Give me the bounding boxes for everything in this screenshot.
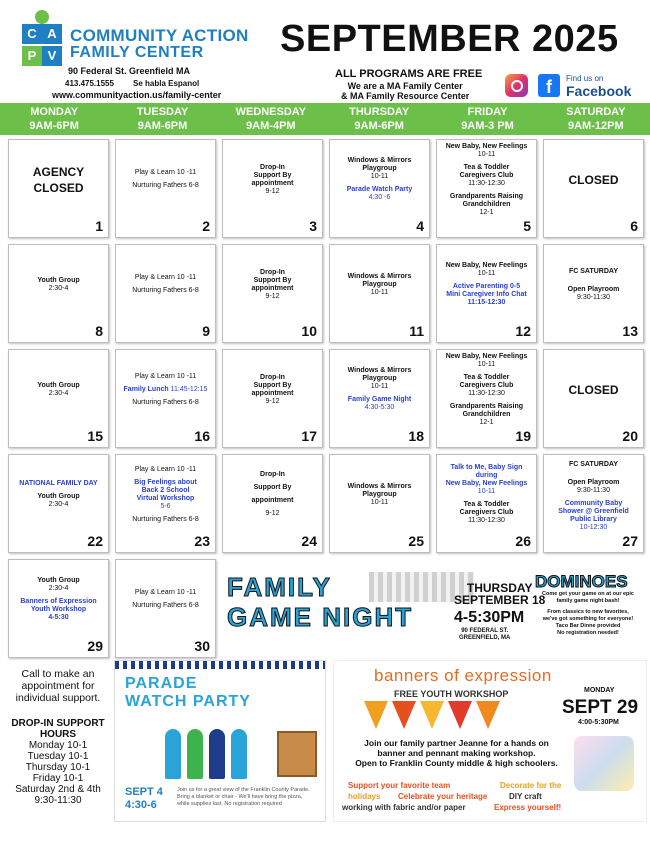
parade-detail-line: Bring a blanket or chair - We'll have bring the pizza, [177,794,303,800]
event-line [132,516,199,524]
logo-person-head [35,10,49,24]
family-center-note [341,81,469,101]
event-name: Windows & Mirrors [347,272,412,280]
special-event: NATIONAL FAMILY DAY [19,480,98,487]
pennant-flag [392,701,416,729]
weekday-header-bar [0,103,650,135]
weekday-name: MONDAY [30,106,79,118]
day-number: 26 [515,533,531,549]
logo-letter: V [42,46,62,66]
weekday-name: THURSDAY [349,106,410,118]
day-cell-16[interactable] [115,349,216,448]
event-name: Drop-In [260,268,285,276]
game-night-desc-line: we've got something for everyone! [542,616,634,622]
dominoes-title: DOMINOES [535,572,628,591]
day-number: 25 [408,533,424,549]
special-event-time: 10-12:30 [579,524,608,531]
event-time: 10-11 [477,360,496,368]
banners-desc-line: banner and pennant making workshop. [377,748,536,758]
day-number: 23 [194,533,210,549]
weekday-hours: 9AM-12PM [567,120,624,132]
event-line [132,602,199,610]
event-name: Support By [253,381,292,389]
banners-description [354,738,559,768]
event-name: New Baby, New Feelings [445,352,528,360]
day-number: 12 [515,323,531,339]
special-event: Virtual Workshop [136,494,195,502]
org-name-line1: COMMUNITY ACTION [70,26,249,45]
event-name: Caregivers Club [459,509,514,516]
address: 90 Federal St. Greenfield MA [68,66,191,76]
dancer-figure [209,729,225,779]
weekday-header [108,103,216,135]
event-name: Drop-In [260,163,285,171]
pennant-flag [476,701,500,729]
game-night-day: THURSDAY [466,581,533,595]
event-time: 10-11 [370,498,389,506]
event-name: Support By [253,484,292,491]
event-time: 9:30-11:30 [577,293,610,301]
event-name: Caregivers Club [459,381,514,389]
event-time: 12-1 [479,418,494,426]
day-cell-17[interactable] [222,349,323,448]
game-night-title-line2: GAME NIGHT [227,602,414,632]
event-time: 9-12 [265,292,280,300]
event-name: Open Playroom [567,285,620,293]
event-name: Support By [253,171,292,179]
event-name: Playgroup [362,165,397,172]
dropin-hours [6,718,110,806]
special-event-time: 5-6 [160,502,171,510]
cell-text: AGENCY [32,164,85,179]
event-time: 12-1 [479,208,494,216]
event-line [135,589,196,597]
event-time: 10-11 [370,173,389,180]
game-night-time: 4-5:30PM [454,609,525,626]
day-number: 27 [622,533,638,549]
game-night-address-line2: GREENFIELD, MA [459,635,511,641]
parade-date [125,786,163,812]
event-time: 9-12 [265,510,280,517]
day-number: 8 [95,323,103,339]
special-event: Shower @ Greenfield [558,508,629,515]
special-event: Family Game Night [347,396,412,403]
event-name: Youth Group [37,276,80,284]
event-time: 11:30-12:30 [468,517,505,524]
day-number: 10 [301,323,317,339]
banners-tag: holidays [348,792,381,801]
event-name: Tea & Toddler [463,373,510,381]
banners-title: banners of expression [374,666,552,685]
pennant-flag [448,701,472,729]
event-name: Grandchildren [462,200,511,208]
event-name: New Baby, New Feelings [445,262,528,269]
day-number: 16 [194,428,210,444]
event-time: 6-8 [186,182,199,189]
event-name: Drop-In [260,471,285,478]
day-number: 13 [622,323,638,339]
special-event-line [124,386,208,394]
event-time: 10 -11 [174,372,197,380]
parade-details [177,787,322,808]
day-number: 9 [202,323,210,339]
event-time: 11:30-12:30 [468,179,505,187]
dropin-hours-line: Friday 10-1 [32,773,84,784]
banners-tag: Celebrate your heritage [398,792,488,801]
day-cell-30[interactable] [115,559,216,658]
day-number: 1 [95,218,103,234]
dropin-title: DROP-IN SUPPORT [11,718,105,729]
event-name: Play & Learn [134,589,175,596]
event-name: Grandparents Raising [449,192,524,200]
weekday-header [217,103,325,135]
event-time: 9:30-11:30 [577,487,610,494]
event-name: Grandchildren [462,410,511,418]
day-number: 19 [515,428,531,444]
weekday-name: FRIDAY [467,106,508,118]
day-cell-6[interactable] [543,139,644,238]
day-cell-5[interactable] [436,139,537,238]
event-name: New Baby, New Feelings [445,142,528,150]
banners-time: 4:00-5:30PM [578,719,619,726]
day-number: 20 [622,428,638,444]
decorative-stripe [115,661,325,669]
game-night-title-line1: FAMILY [227,572,332,602]
cell-text: CLOSED [568,382,619,397]
event-name: FC SATURDAY [568,461,618,468]
special-event: Back 2 School [141,486,190,494]
facebook-icon[interactable]: f [538,74,560,97]
parade-dancers-illustration [165,719,275,779]
weekday-header [433,103,541,135]
game-night-date-text: SEPTEMBER 18 [454,593,546,607]
event-line [135,169,196,177]
event-name: appointment [251,179,294,187]
event-name: Nurturing Fathers [132,515,187,523]
day-cell-19[interactable] [436,349,537,448]
event-name: Caregivers Club [459,171,514,179]
day-number: 15 [87,428,103,444]
event-name: Nurturing Fathers [132,398,187,406]
event-name: Youth Group [37,381,80,389]
call-line: individual support. [15,692,101,704]
logo-letter: A [42,24,62,44]
family-center-line2: & MA Family Resource Center [341,91,470,101]
day-cell-26[interactable] [436,454,537,553]
day-cell-18[interactable] [329,349,430,448]
special-event: during [475,472,498,479]
game-night-desc-line: Come get your game on at our epic [542,591,634,597]
day-cell-10[interactable] [222,244,323,343]
dropin-title: HOURS [39,729,77,740]
family-center-line1: We are a MA Family Center [347,81,463,91]
facebook-link[interactable]: Facebook [566,83,632,99]
weekday-name: TUESDAY [136,106,189,118]
event-name: Windows & Mirrors [347,157,412,164]
day-number: 5 [523,218,531,234]
banners-of-expression-flyer [333,660,647,822]
parade-date-text: SEPT 4 [125,786,163,798]
game-night-address [459,628,510,642]
event-name: Windows & Mirrors [347,482,412,490]
cell-text: CLOSED [33,180,84,195]
day-number: 30 [194,638,210,654]
event-time: 10 -11 [174,465,197,473]
day-cell-22[interactable] [8,454,109,553]
dropin-hours-line: Tuesday 10-1 [27,751,89,762]
pizza-box-icon [277,731,317,777]
event-name: Grandparents Raising [449,402,524,410]
event-name: Nurturing Fathers [132,602,187,609]
event-line [135,274,196,282]
special-event-time: 11:15-12:30 [467,299,506,306]
special-event-time: 4:30-5:30 [364,404,395,411]
weekday-name: WEDNESDAY [235,106,307,118]
event-name: Playgroup [362,375,397,382]
event-name: appointment [251,284,294,292]
day-number: 18 [408,428,424,444]
day-number: 3 [309,218,317,234]
banners-subtitle: FREE YOUTH WORKSHOP [394,689,509,699]
banners-tag: Decorate for the [500,781,562,790]
day-number: 17 [301,428,317,444]
free-programs-note: ALL PROGRAMS ARE FREE [335,68,483,80]
parade-watch-party-flyer [114,660,326,822]
dropin-hours-line: Saturday 2nd & 4th [15,784,101,795]
day-cell-2[interactable] [115,139,216,238]
event-name: Youth Group [37,577,80,584]
event-line [132,399,199,407]
event-time: 6-8 [186,515,199,523]
parade-detail-line: Join us for a great view of the Franklin County Parade. [177,787,310,793]
day-cell-4[interactable] [329,139,430,238]
facebook-find-label: Find us on [566,74,604,83]
day-cell-9[interactable] [115,244,216,343]
day-number: 2 [202,218,210,234]
game-night-banner [219,562,647,652]
parade-title-line1: PARADE [125,675,198,692]
weekday-header [325,103,433,135]
game-night-description [529,591,647,637]
special-event-time: 4-5:30 [48,614,69,621]
parade-title-line2: WATCH PARTY [125,693,251,710]
event-name: Nurturing Fathers [132,182,187,189]
special-event-time: 4:30 -6 [368,194,391,201]
event-time: 10-11 [370,383,389,390]
website-link[interactable]: www.communityaction.us/family-center [52,90,222,100]
banners-tag: DIY craft [509,792,542,801]
logo-letter: P [22,46,42,66]
game-night-desc-line: From classics to new favorites, [547,609,629,615]
call-note [6,668,110,704]
special-event: Parade Watch Party [346,186,413,193]
phone: 413.475.1555 [65,79,114,88]
dancer-figure [187,729,203,779]
game-night-desc-line: Taco Bar Dinne provided [555,623,621,629]
day-number: 29 [87,638,103,654]
event-name: Play & Learn [134,465,175,473]
event-name: Play & Learn [134,372,175,380]
day-cell-1[interactable] [8,139,109,238]
pennant-flag [420,701,444,729]
event-name: Windows & Mirrors [347,367,412,374]
special-event: Youth Workshop [30,606,87,613]
day-cell-11[interactable] [329,244,430,343]
event-name: appointment [251,389,294,397]
day-cell-13[interactable] [543,244,644,343]
special-event-time: 11:45-12:15 [168,385,208,393]
event-time: 2:30-4 [48,585,69,592]
event-name: Support By [253,276,292,284]
pennant-flags-illustration [364,701,514,736]
special-event: New Baby, New Feelings [445,480,528,487]
special-event: Public Library [570,516,617,523]
event-name: Youth Group [37,493,80,500]
day-cell-8[interactable] [8,244,109,343]
special-event: Family Lunch [123,385,169,393]
event-name: Tea & Toddler [463,163,510,171]
special-event-time: 10-11 [477,488,496,495]
day-number: 24 [301,533,317,549]
parade-time: 4:30-6 [125,799,157,811]
parade-title [125,675,251,711]
event-name: Play & Learn [134,169,175,176]
event-time: 10-11 [477,150,496,158]
event-time: 10 -11 [174,589,197,596]
event-name: Play & Learn [134,274,175,281]
instagram-icon[interactable] [505,74,528,97]
day-cell-27[interactable] [543,454,644,553]
dancer-figure [231,729,247,779]
game-night-address-line1: 90 FEDERAL ST. [461,628,509,634]
dropin-hours-line: Monday 10-1 [28,740,88,751]
day-cell-24[interactable] [222,454,323,553]
call-line: Call to make an [21,668,95,680]
event-name: FC SATURDAY [568,267,618,275]
day-number: 22 [87,533,103,549]
banners-tag: Express yourself! [494,803,562,812]
event-time: 10 -11 [174,169,197,176]
dropin-hours-line: 9:30-11:30 [34,795,82,806]
special-event: Mini Caregiver Info Chat [446,291,527,298]
dropin-hours-line: Thursday 10-1 [25,762,91,773]
special-event: Active Parenting 0-5 [452,283,521,290]
event-time: 10-11 [370,288,389,296]
day-cell-12[interactable] [436,244,537,343]
day-cell-29[interactable] [8,559,109,658]
event-name: Playgroup [362,280,397,288]
event-time: 9-12 [265,397,280,405]
event-time: 11:30-12:30 [468,389,505,397]
spanish-note: Se habla Espanol [133,79,200,88]
event-name: appointment [251,497,294,504]
event-line [132,287,199,295]
day-number: 11 [409,323,424,339]
special-event: Talk to Me, Baby Sign [450,464,523,471]
weekday-hours: 9AM-6PM [354,120,404,132]
weekday-hours: 9AM-6PM [29,120,79,132]
game-night-desc-line: family game night bash! [556,598,620,604]
event-name: Tea & Toddler [463,501,510,508]
special-event: Community Baby [564,500,623,507]
banners-tag: Support your favorite team [348,781,451,790]
event-time: 6-8 [186,398,199,406]
day-cell-15[interactable] [8,349,109,448]
call-line: appointment for [21,680,95,692]
game-night-desc-line: No registration needed! [557,630,619,636]
capv-logo [20,10,64,68]
weekday-header [542,103,650,135]
pennant-flag [364,701,388,729]
logo-letter: C [22,24,42,44]
weekday-hours: 9AM-4PM [246,120,296,132]
day-number: 4 [416,218,424,234]
event-time: 6-8 [186,602,199,609]
event-time: 6-8 [186,287,199,294]
cell-text: CLOSED [568,172,619,187]
banners-tag: working with fabric and/or paper [342,803,466,812]
page-title: SEPTEMBER 2025 [280,18,619,60]
weekday-hours: 9AM-6PM [137,120,188,132]
parade-detail-line: while supplies last. No registration required [177,801,282,807]
event-name: Playgroup [362,490,397,498]
org-name-line2: FAMILY CENTER [70,44,204,61]
event-line [135,466,196,474]
event-line [135,373,196,381]
event-time: 2:30-4 [48,284,69,292]
event-name: Open Playroom [567,479,620,486]
event-time: 10 -11 [174,274,197,281]
special-event: Banners of Expression [20,598,97,605]
banners-desc-line: Join our family partner Jeanne for a hands on [364,738,549,748]
banners-weekday: MONDAY [584,687,615,694]
weekday-header [0,103,108,135]
event-time: 2:30-4 [48,501,69,508]
day-cell-25[interactable] [329,454,430,553]
event-name: Nurturing Fathers [132,287,187,294]
event-time: 10-11 [477,270,496,277]
banners-desc-line: Open to Franklin County middle & high schoolers. [355,758,558,768]
painting-hands-illustration [574,736,634,791]
event-line [132,182,199,190]
day-cell-20[interactable] [543,349,644,448]
day-number: 6 [630,218,638,234]
day-cell-23[interactable] [115,454,216,553]
dancer-figure [165,729,181,779]
event-name: Drop-In [260,373,285,381]
weekday-hours: 9AM-3 PM [461,120,514,132]
weekday-name: SATURDAY [566,106,626,118]
event-time: 9-12 [265,187,280,195]
event-time: 2:30-4 [48,389,69,397]
special-event: Big Feelings about [134,478,197,486]
banners-date: SEPT 29 [562,697,639,718]
day-cell-3[interactable] [222,139,323,238]
